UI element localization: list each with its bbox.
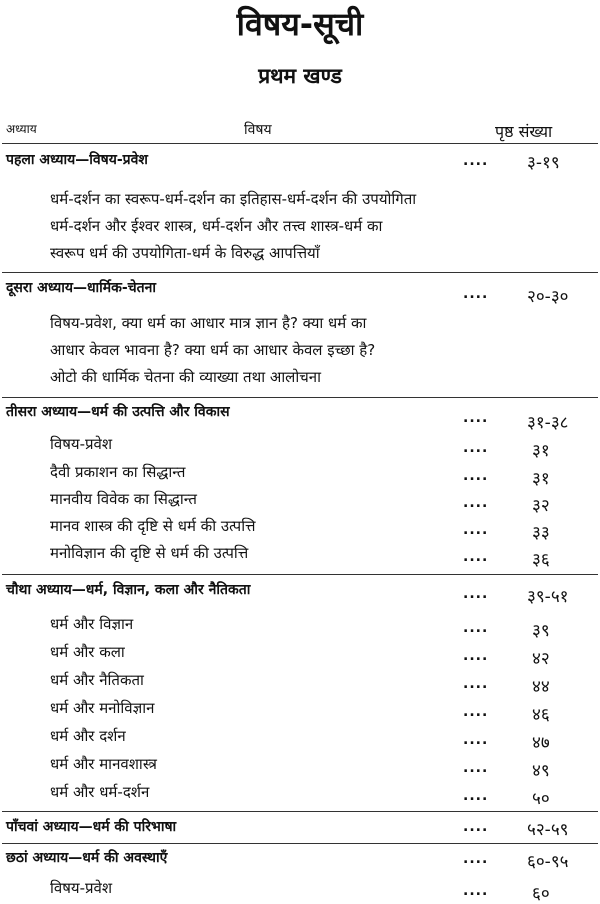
page-number: ३२ bbox=[532, 496, 550, 516]
chapter-summary-1 bbox=[50, 186, 570, 267]
summary-line: स्वरूप धर्म की उपयोगिता-धर्म के विरुद्ध आपत्तियाँ bbox=[50, 244, 320, 262]
page-number: ४६ bbox=[532, 705, 550, 725]
dot-leader: .... bbox=[463, 153, 489, 169]
page-number: ६०-९५ bbox=[527, 852, 569, 872]
topic-label: दैवी प्रकाशन का सिद्धान्त bbox=[50, 463, 186, 481]
dot-leader: .... bbox=[463, 788, 489, 804]
toc-topic[interactable] bbox=[0, 489, 600, 515]
page-number: ४२ bbox=[532, 649, 550, 669]
page-number: ४४ bbox=[532, 677, 550, 697]
dot-leader: .... bbox=[463, 620, 489, 636]
divider bbox=[2, 272, 598, 273]
page-number: ४७ bbox=[532, 733, 550, 753]
page-number: २०-३० bbox=[527, 287, 569, 307]
dot-leader: .... bbox=[463, 586, 489, 602]
toc-topic[interactable] bbox=[0, 614, 600, 640]
chapter-heading: चौथा अध्याय—धर्म, विज्ञान, कला और नैतिकता bbox=[6, 582, 251, 598]
toc-topic[interactable] bbox=[0, 782, 600, 808]
toc-chapter-4[interactable] bbox=[0, 580, 600, 606]
page-number: ३-१९ bbox=[527, 153, 560, 173]
toc-topic[interactable] bbox=[0, 754, 600, 780]
chapter-heading: छठां अध्याय—धर्म की अवस्थाएँ bbox=[6, 850, 168, 866]
toc-chapter-3[interactable] bbox=[0, 402, 600, 433]
column-header-page: पृष्ठ संख्या bbox=[495, 122, 553, 141]
summary-line: धर्म-दर्शन और ईश्वर शास्त्र, धर्म-दर्शन और तत्त्व शास्त्र-धर्म का bbox=[50, 217, 383, 235]
toc-topic[interactable] bbox=[0, 516, 600, 542]
section-subtitle: प्रथम खण्ड bbox=[258, 64, 342, 88]
dot-leader: .... bbox=[463, 676, 489, 692]
dot-leader: .... bbox=[463, 760, 489, 776]
divider bbox=[2, 843, 598, 844]
dot-leader: .... bbox=[463, 286, 489, 302]
page-title: विषय-सूची bbox=[236, 5, 364, 43]
chapter-heading: पहला अध्याय—विषय-प्रवेश bbox=[6, 152, 148, 168]
dot-leader: .... bbox=[463, 648, 489, 664]
topic-label: विषय-प्रवेश bbox=[50, 435, 113, 453]
column-header-chapter: अध्याय bbox=[6, 122, 37, 136]
page-number: ३१-३८ bbox=[527, 413, 569, 433]
page-number: ३६ bbox=[532, 550, 550, 570]
topic-label: धर्म और मानवशास्त्र bbox=[50, 755, 157, 773]
summary-line: विषय-प्रवेश, क्या धर्म का आधार मात्र ज्ञान है? क्या धर्म का bbox=[50, 314, 367, 332]
dot-leader: .... bbox=[463, 549, 489, 565]
topic-label: धर्म और विज्ञान bbox=[50, 615, 134, 633]
toc-topic[interactable] bbox=[0, 878, 600, 904]
page-number: ३१ bbox=[532, 469, 550, 489]
page-number: ६० bbox=[532, 884, 550, 904]
toc-topic[interactable] bbox=[0, 543, 600, 569]
chapter-heading: तीसरा अध्याय—धर्म की उत्पत्ति और विकास bbox=[6, 404, 230, 420]
topic-label: मनोविज्ञान की दृष्टि से धर्म की उत्पत्ति bbox=[50, 544, 249, 562]
toc-topic[interactable] bbox=[0, 434, 600, 460]
divider bbox=[2, 143, 598, 144]
summary-line: आधार केवल भावना है? क्या धर्म का आधार केवल इच्छा है? bbox=[50, 341, 376, 359]
topic-label: विषय-प्रवेश bbox=[50, 879, 113, 897]
topic-label: धर्म और दर्शन bbox=[50, 727, 126, 745]
dot-leader: .... bbox=[463, 495, 489, 511]
dot-leader: .... bbox=[463, 468, 489, 484]
summary-line: धर्म-दर्शन का स्वरूप-धर्म-दर्शन का इतिहास-धर्म-दर्शन की उपयोगिता bbox=[50, 190, 417, 208]
dot-leader: .... bbox=[463, 883, 489, 899]
toc-topic[interactable] bbox=[0, 698, 600, 724]
topic-label: धर्म और धर्म-दर्शन bbox=[50, 783, 150, 801]
dot-leader: .... bbox=[463, 732, 489, 748]
divider bbox=[2, 811, 598, 812]
chapter-heading: दूसरा अध्याय—धार्मिक-चेतना bbox=[6, 280, 157, 296]
summary-line: ओटो की धार्मिक चेतना की व्याख्या तथा आलोचना bbox=[50, 368, 321, 386]
page-number: ५२-५९ bbox=[527, 820, 569, 840]
dot-leader: .... bbox=[463, 704, 489, 720]
topic-label: धर्म और मनोविज्ञान bbox=[50, 699, 155, 717]
toc-topic[interactable] bbox=[0, 726, 600, 752]
dot-leader: .... bbox=[463, 410, 489, 426]
topic-label: धर्म और कला bbox=[50, 643, 125, 661]
page-number: ३३ bbox=[532, 523, 550, 543]
dot-leader: .... bbox=[463, 440, 489, 456]
page-number: ३९ bbox=[532, 621, 550, 641]
toc-topic[interactable] bbox=[0, 642, 600, 668]
toc-chapter-6[interactable] bbox=[0, 848, 600, 874]
page-number: ३१ bbox=[532, 441, 550, 461]
page-number: ३९-५१ bbox=[527, 587, 569, 607]
topic-label: धर्म और नैतिकता bbox=[50, 671, 144, 689]
toc-chapter-2[interactable] bbox=[0, 278, 600, 307]
dot-leader: .... bbox=[463, 819, 489, 835]
divider bbox=[2, 397, 598, 398]
toc-topic[interactable] bbox=[0, 670, 600, 696]
column-header-subject: विषय bbox=[244, 122, 272, 138]
dot-leader: .... bbox=[463, 851, 489, 867]
page-number: ५० bbox=[532, 789, 550, 809]
divider bbox=[2, 574, 598, 575]
topic-label: मानवीय विवेक का सिद्धान्त bbox=[50, 490, 197, 508]
chapter-heading: पाँचवां अध्याय—धर्म की परिभाषा bbox=[6, 819, 177, 835]
toc-chapter-5[interactable] bbox=[0, 817, 600, 843]
toc-topic[interactable] bbox=[0, 462, 600, 488]
page-number: ४९ bbox=[532, 761, 550, 781]
chapter-summary-2 bbox=[50, 310, 570, 391]
toc-chapter-1[interactable] bbox=[0, 150, 600, 176]
topic-label: मानव शास्त्र की दृष्टि से धर्म की उत्पत्ति bbox=[50, 517, 256, 535]
dot-leader: .... bbox=[463, 522, 489, 538]
